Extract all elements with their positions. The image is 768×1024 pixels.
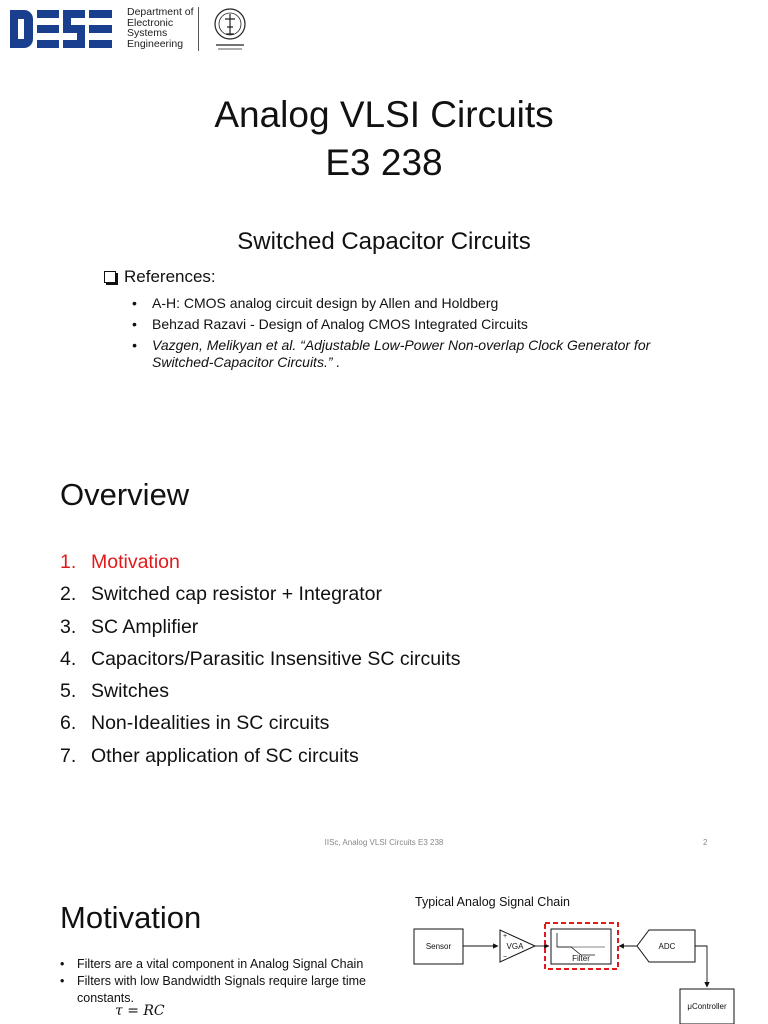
footer-text: IISc, Analog VLSI Circuits E3 238 bbox=[324, 838, 444, 847]
overview-item-number: 4. bbox=[60, 647, 77, 670]
page-number: 2 bbox=[703, 838, 708, 847]
motivation-title: Motivation bbox=[60, 900, 202, 935]
logo-divider bbox=[198, 7, 199, 51]
department-line: Systems bbox=[127, 27, 168, 39]
checkbox-bullet-icon bbox=[104, 271, 116, 283]
overview-item bbox=[60, 708, 461, 740]
overview-item-number: 7. bbox=[60, 744, 77, 767]
department-line: Department of bbox=[127, 6, 194, 18]
signal-chain-title: Typical Analog Signal Chain bbox=[415, 895, 570, 909]
reference-item: • Behzad Razavi - Design of Analog CMOS Integrated Circuits bbox=[130, 314, 690, 335]
overview-item-label: Capacitors/Parasitic Insensitive SC circuits bbox=[91, 647, 461, 670]
overview-item-label: Non-Idealities in SC circuits bbox=[91, 712, 330, 735]
overview-item-label: Switched cap resistor + Integrator bbox=[91, 583, 383, 606]
reference-item: • A-H: CMOS analog circuit design by Allen and Holdberg bbox=[130, 293, 690, 314]
reference-item: • Vazgen, Melikyan et al. “Adjustable Low-Power Non-overlap Clock Generator for Switched-Capacitor Circuits.” . bbox=[130, 337, 690, 371]
motivation-bullet: • Filters with low Bandwidth Signals require large time constants. bbox=[60, 973, 400, 1007]
iisc-seal-logo bbox=[206, 5, 254, 53]
dese-logo bbox=[10, 7, 114, 51]
sensor-label: Sensor bbox=[425, 942, 452, 951]
motivation-bullet: • Filters are a vital component in Analog Signal Chain bbox=[60, 956, 400, 973]
department-line: Engineering bbox=[127, 37, 184, 50]
microcontroller-label: μController bbox=[687, 1002, 727, 1011]
overview-item-label: Other application of SC circuits bbox=[91, 744, 359, 767]
filter-label: Filter bbox=[572, 954, 590, 963]
overview-list bbox=[60, 547, 461, 773]
references-heading-text: References: bbox=[124, 267, 216, 286]
department-name bbox=[127, 7, 194, 49]
signal-chain-diagram bbox=[405, 915, 755, 1024]
references-heading bbox=[104, 267, 216, 287]
plus-sign: + bbox=[503, 933, 508, 940]
overview-item-number: 3. bbox=[60, 615, 77, 638]
motivation-bullets bbox=[60, 956, 400, 1007]
overview-title: Overview bbox=[60, 477, 190, 512]
time-constant-equation: τ = RC bbox=[115, 1003, 165, 1019]
overview-item bbox=[60, 644, 461, 676]
overview-item-number: 1. bbox=[60, 551, 77, 573]
course-code: E3 238 bbox=[325, 142, 443, 183]
overview-item bbox=[60, 612, 461, 644]
arrow bbox=[695, 946, 707, 987]
overview-item bbox=[60, 741, 461, 773]
overview-item bbox=[60, 676, 461, 708]
overview-item-number: 5. bbox=[60, 680, 77, 703]
header-logos bbox=[10, 5, 260, 53]
deck-subtitle: Switched Capacitor Circuits bbox=[237, 228, 531, 255]
minus-sign: − bbox=[503, 954, 508, 961]
overview-item-label: Motivation bbox=[91, 551, 180, 573]
references-list bbox=[130, 293, 690, 371]
adc-label: ADC bbox=[658, 942, 676, 951]
deck-title: Analog VLSI Circuits bbox=[214, 94, 554, 135]
overview-item-label: Switches bbox=[91, 680, 170, 703]
overview-item-label: SC Amplifier bbox=[91, 615, 199, 638]
overview-item-number: 6. bbox=[60, 712, 77, 735]
vga-label: VGA bbox=[506, 942, 524, 951]
overview-item bbox=[60, 579, 461, 611]
overview-item-number: 2. bbox=[60, 583, 77, 606]
overview-item bbox=[60, 547, 461, 579]
department-line: Electronic bbox=[127, 16, 174, 29]
